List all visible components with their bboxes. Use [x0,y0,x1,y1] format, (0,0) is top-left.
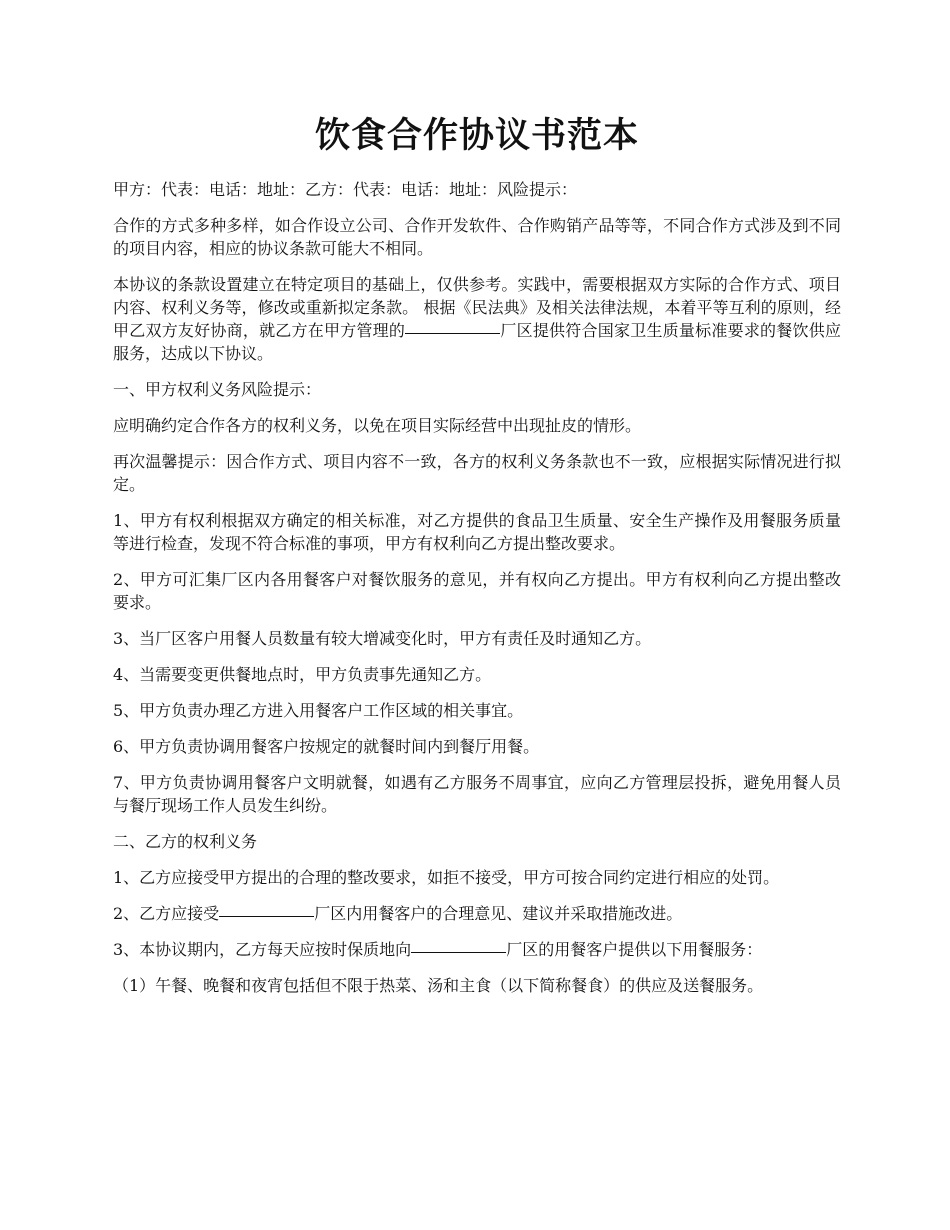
section-1-item-4: 4、当需要变更供餐地点时，甲方负责事先通知乙方。 [113,665,492,684]
section-2-item-2-part-a: 2、乙方应接受 [113,904,220,923]
section-2-heading: 二、乙方的权利义务 [113,832,258,851]
intro-paragraph-2 [113,273,841,365]
intro-paragraph-2-part-b: 厂区提供符合国家卫生质量标准要求的餐饮供应服务，达成以下协议。 [113,321,841,363]
section-1-item-7: 7、甲方负责协调用餐客户文明就餐，如遇有乙方服务不周事宜，应向乙方管理层投拆，避免用餐人员与餐厅现场工作人员发生纠纷。 [113,773,841,815]
section-2-item-2 [113,902,841,925]
section-1-note-1: 应明确约定合作各方的权利义务，以免在项目实际经营中出现扯皮的情形。 [113,416,642,435]
section-1-item-3: 3、当厂区客户用餐人员数量有较大增减变化时，甲方有责任及时通知乙方。 [113,629,652,648]
document-title: 饮食合作协议书范本 [314,115,639,156]
section-2-item-3-part-a: 3、本协议期内，乙方每天应按时保质地向 [113,940,412,959]
section-1-heading: 一、甲方权利义务风险提示： [113,380,322,399]
section-2-item-3-part-b: 厂区的用餐客户提供以下用餐服务： [506,940,763,959]
intro-paragraph-2-part-a: 本协议的条款设置建立在特定项目的基础上，仅供参考。实践中，需要根据双方实际的合作方式、项目内容、权利义务等，修改或重新拟定条款。 根据《民法典》及相关法律法规，本着平等互利的原则，经甲乙双方友好协商，就乙方在甲方管理的 [113,275,841,340]
section-1-item-2: 2、甲方可汇集厂区内各用餐客户对餐饮服务的意见，并有权向乙方提出。甲方有权利向乙方提出整改要求。 [113,570,841,612]
fill-blank-factory-name[interactable] [405,332,500,334]
section-2-item-3-sub-1: （1）午餐、晚餐和夜宵包括但不限于热菜、汤和主食（以下简称餐食）的供应及送餐服务。 [113,976,764,995]
section-1-item-6: 6、甲方负责协调用餐客户按规定的就餐时间内到餐厅用餐。 [113,737,540,756]
section-1-item-5: 5、甲方负责办理乙方进入用餐客户工作区域的相关事宜。 [113,701,524,720]
section-2-item-2-part-b: 厂区内用餐客户的合理意见、建议并采取措施改进。 [314,904,683,923]
fill-blank-factory-name-3[interactable] [411,951,506,953]
document-body [113,178,841,1010]
section-1-note-2: 再次温馨提示：因合作方式、项目内容不一致，各方的权利义务条款也不一致，应根据实际情况进行拟定。 [113,452,841,494]
intro-paragraph-1: 合作的方式多种多样，如合作设立公司、合作开发软件、合作购销产品等等，不同合作方式涉及到不同的项目内容，相应的协议条款可能大不相同。 [113,216,841,258]
party-info-paragraph: 甲方：代表：电话：地址：乙方：代表：电话：地址：风险提示： [113,180,578,199]
section-2-item-1: 1、乙方应接受甲方提出的合理的整改要求，如拒不接受，甲方可按合同约定进行相应的处罚。 [113,868,780,887]
fill-blank-factory-name-2[interactable] [219,915,314,917]
section-1-item-1: 1、甲方有权利根据双方确定的相关标准，对乙方提供的食品卫生质量、安全生产操作及用餐服务质量等进行检查，发现不符合标准的事项，甲方有权利向乙方提出整改要求。 [113,511,841,553]
section-2-item-3 [113,938,841,961]
